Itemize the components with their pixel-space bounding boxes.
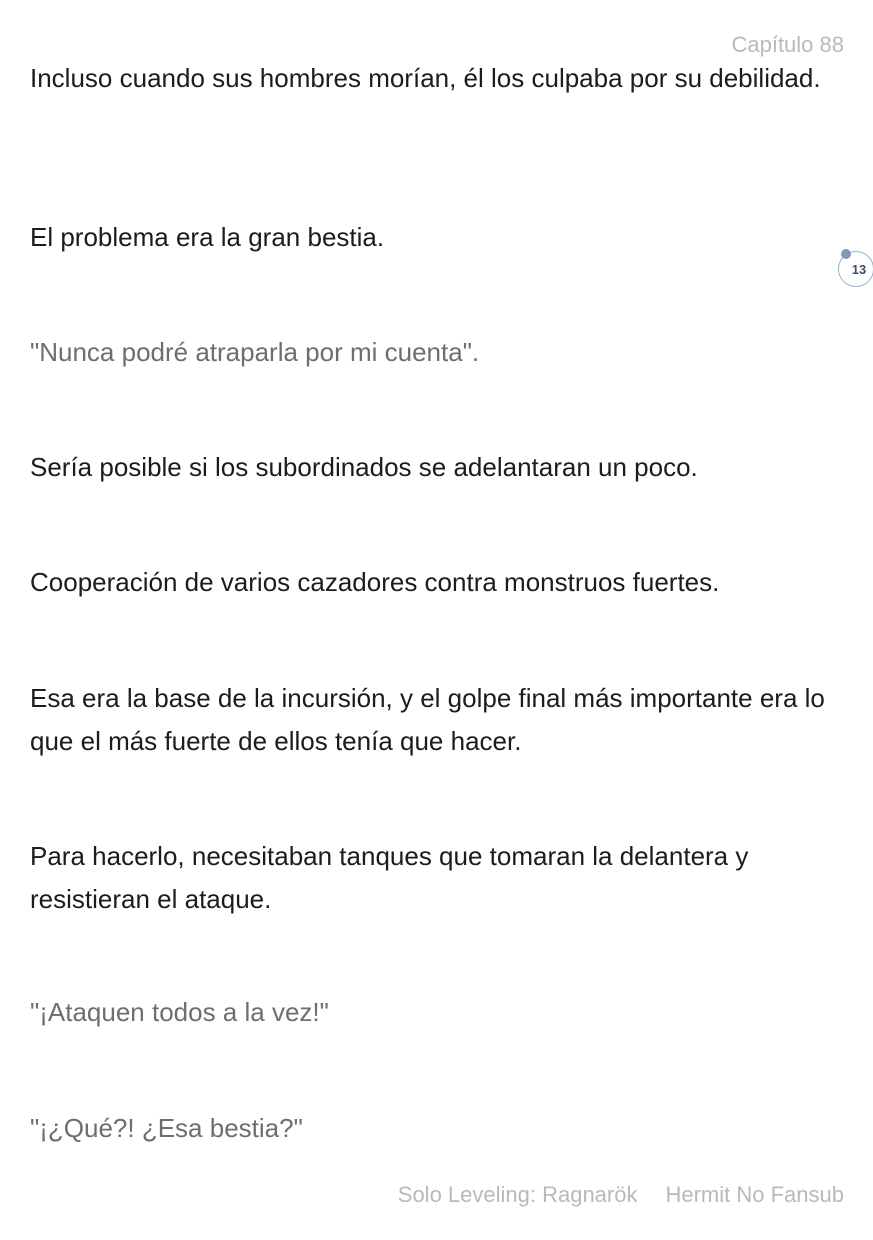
progress-dot-icon <box>841 249 851 259</box>
footer-book-title: Solo Leveling: Ragnarök <box>397 1182 638 1207</box>
footer <box>398 1182 844 1208</box>
paragraph-9: "¡¿Qué?! ¿Esa bestia?" <box>30 1113 303 1143</box>
chapter-label: Capítulo 88 <box>731 32 844 57</box>
paragraph-7: Para hacerlo, necesitaban tanques que tomaran la delantera y resistieran el ataque. <box>30 841 749 914</box>
paragraph-4: Sería posible si los subordinados se adelantaran un poco. <box>30 452 698 482</box>
paragraph-3: "Nunca podré atraparla por mi cuenta". <box>30 337 480 367</box>
footer-translator: Hermit No Fansub <box>665 1182 844 1207</box>
paragraph-6: Esa era la base de la incursión, y el golpe final más importante era lo que el más fuerte de ellos tenía que hacer. <box>30 683 825 756</box>
paragraph-8: "¡Ataquen todos a la vez!" <box>30 997 329 1027</box>
paragraph-5: Cooperación de varios cazadores contra monstruos fuertes. <box>30 567 720 597</box>
paragraph-2: El problema era la gran bestia. <box>30 222 385 252</box>
reading-progress-value: 13 <box>851 261 867 277</box>
paragraph-1: Incluso cuando sus hombres morían, él los culpaba por su debilidad. <box>30 63 821 93</box>
